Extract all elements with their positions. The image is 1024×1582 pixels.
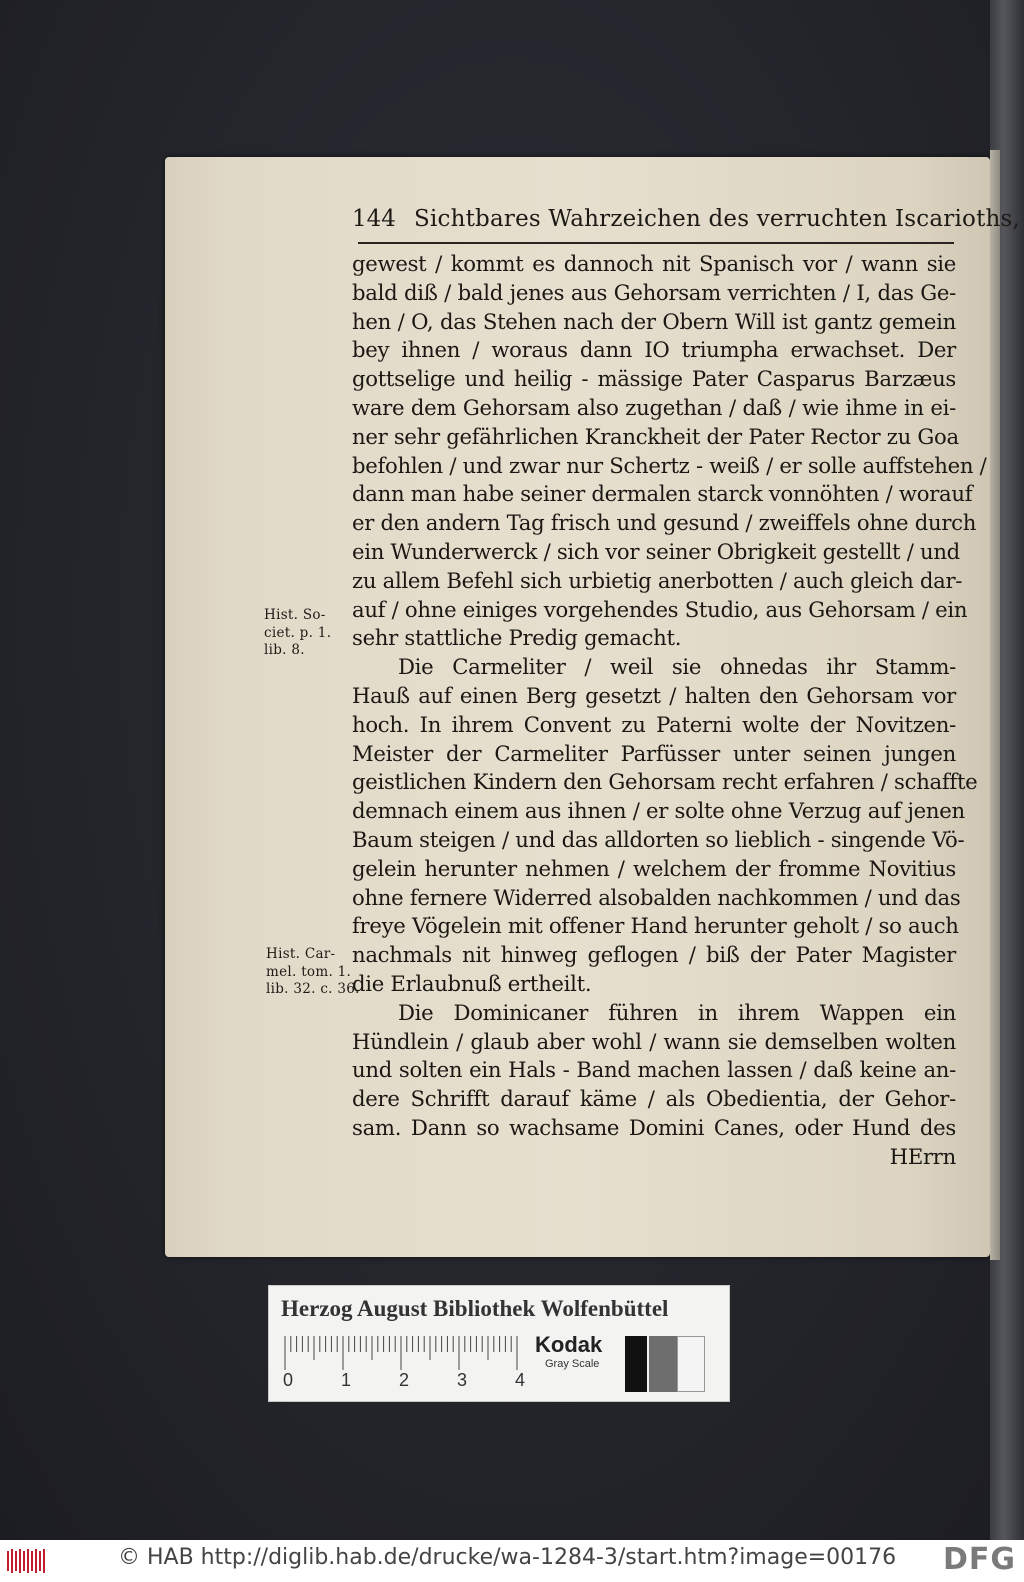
- kodak-brand: Kodak: [535, 1332, 603, 1357]
- margin-note-line: lib. 8.: [264, 642, 305, 658]
- text-line: ner sehr gefährlichen Kranckheit der Pater Rector zu Goa: [352, 423, 959, 449]
- text-line: gewest / kommt es dannoch nit Spanisch vor / wann sie: [352, 251, 956, 276]
- footer-bar: [0, 1540, 1024, 1582]
- ruler-label: 2: [399, 1370, 410, 1390]
- text-line: gottselige und heilig - mässige Pater Casparus Barzæus: [352, 366, 956, 392]
- gray-patch: [649, 1336, 677, 1392]
- text-line: dann man habe seiner dermalen starck vonnöhten / worauf: [352, 481, 973, 507]
- color-scale-card: [268, 1285, 730, 1402]
- gray-scale-label: Gray Scale: [545, 1358, 600, 1370]
- text-line: hoch. In ihrem Convent zu Paterni wolte der Novitzen-: [352, 711, 956, 737]
- text-line: Baum steigen / und das alldorten so lieblich - singende Vö-: [352, 826, 965, 852]
- text-line: hen / O, das Stehen nach der Obern Will ist gantz gemein: [352, 308, 956, 334]
- margin-note-line: Hist. So-: [264, 607, 326, 623]
- text-line: Hündlein / glaub aber wohl / wann sie demselben wolten: [352, 1028, 956, 1054]
- ruler: [283, 1332, 526, 1390]
- text-line: befohlen / und zwar nur Schertz - weiß / er solle auffstehen /: [352, 452, 987, 478]
- text-line: ware dem Gehorsam also zugethan / daß / wie ihme in ei-: [352, 394, 956, 420]
- page-number: 144: [352, 206, 396, 232]
- margin-note-line: ciet. p. 1.: [264, 624, 332, 641]
- text-line: die Erlaubnuß ertheilt.: [352, 970, 592, 996]
- text-line: freye Vögelein mit offener Hand herunter geholt / so auch: [352, 913, 959, 939]
- ruler-label: 4: [515, 1370, 526, 1390]
- white-patch: [677, 1336, 705, 1392]
- margin-note-line: Hist. Car-: [266, 946, 336, 962]
- copyright-url: © HAB http://diglib.hab.de/drucke/wa-1284-3/start.htm?image=00176: [118, 1545, 897, 1570]
- text-line: dere Schrifft darauf käme / als Obedientia, der Gehor-: [352, 1086, 956, 1112]
- text-line: Hauß auf einen Berg gesetzt / halten den Gehorsam vor: [352, 682, 956, 708]
- text-line: ein Wunderwerck / sich vor seiner Obrigkeit gestellt / und: [352, 538, 960, 564]
- text-line: er den andern Tag frisch und gesund / zweiffels ohne durch: [352, 510, 977, 536]
- text-line: bald diß / bald jenes aus Gehorsam verrichten / I, das Ge-: [352, 279, 956, 305]
- hab-logo-icon: [6, 1547, 48, 1575]
- dfg-logo: DFG: [942, 1542, 1016, 1577]
- black-patch: [625, 1336, 647, 1392]
- text-line: und solten ein Hals - Band machen lassen / daß keine an-: [352, 1057, 956, 1083]
- text-line: demnach einem aus ihnen / er solte ohne Verzug auf jenen: [352, 798, 965, 824]
- page-fold: [990, 150, 1000, 1260]
- margin-note-line: lib. 32. c. 36.: [266, 981, 360, 997]
- text-line: bey ihnen / woraus dann IO triumpha erwachset. Der: [352, 337, 956, 363]
- page-body: [352, 250, 987, 1172]
- text-line: sehr stattliche Predig gemacht.: [352, 625, 682, 651]
- page-header: [352, 200, 1021, 238]
- margin-note-line: mel. tom. 1.: [266, 963, 352, 980]
- margin-note: [264, 607, 331, 660]
- running-head: Sichtbares Wahrzeichen des verruchten Iscarioths,: [414, 206, 1021, 232]
- catchword: HErrn: [889, 1143, 956, 1169]
- ruler-label: 3: [457, 1370, 468, 1390]
- text-line: geistlichen Kindern den Gehorsam recht erfahren / schaffte: [352, 769, 978, 795]
- text-line: Die Carmeliter / weil sie ohnedas ihr Stamm-: [398, 654, 956, 680]
- ruler-label: 1: [341, 1370, 352, 1390]
- ruler-label: 0: [283, 1370, 294, 1390]
- text-line: sam. Dann so wachsame Domini Canes, oder Hund des: [352, 1114, 956, 1140]
- text-line: gelein herunter nehmen / welchem der fromme Novitius: [352, 855, 956, 881]
- text-line: Die Dominicaner führen in ihrem Wappen ein: [398, 999, 956, 1025]
- text-line: nachmals nit hinweg geflogen / biß der Pater Magister: [352, 942, 956, 968]
- text-line: zu allem Befehl sich urbietig anerbotten / auch gleich dar-: [352, 567, 963, 593]
- header-rule: [358, 242, 954, 244]
- text-line: auf / ohne einiges vorgehendes Studio, aus Gehorsam / ein: [352, 596, 968, 622]
- text-line: ohne fernere Widerred alsobalden nachkommen / und das: [352, 884, 961, 910]
- library-name: Herzog August Bibliothek Wolfenbüttel: [281, 1296, 669, 1321]
- margin-note: [266, 946, 360, 999]
- text-line: Meister der Carmeliter Parfüsser unter seinen jungen: [352, 740, 956, 766]
